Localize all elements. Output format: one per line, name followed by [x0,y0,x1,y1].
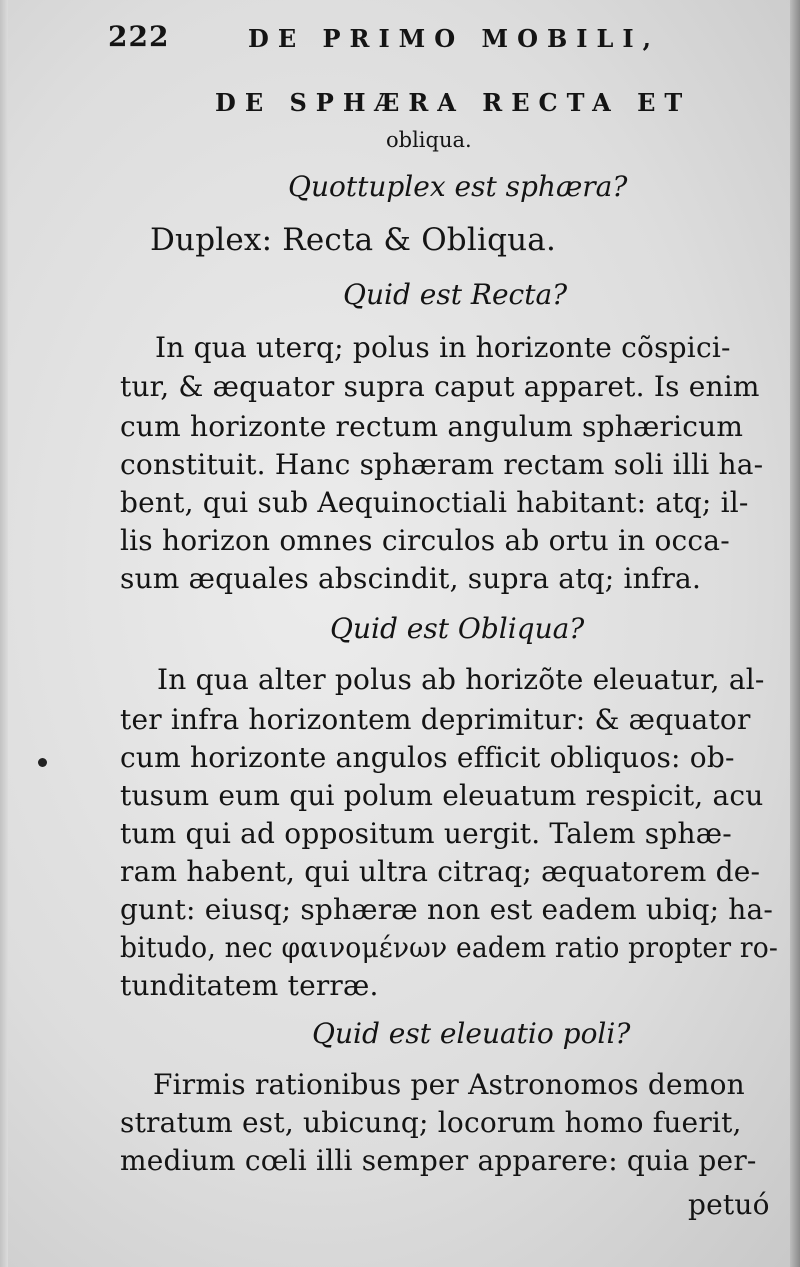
answer-line: In qua alter polus ab horizõte eleuatur, al- [157,663,765,696]
answer-line: In qua uterq; polus in horizonte cõspici- [155,331,731,364]
answer-line: tusum eum qui polum eleuatum respicit, acu [120,779,764,812]
answer-line: ter infra horizontem deprimitur: & æquator [120,703,751,736]
answer-line: tunditatem terræ. [120,969,379,1002]
answer-line: lis horizon omnes circulos ab ortu in occa- [120,524,730,557]
answer-line: Firmis rationibus per Astronomos demon [153,1068,745,1101]
answer-line: Duplex: Recta & Obliqua. [150,222,557,258]
chapter-heading: DE SPHÆRA RECTA ET [215,88,692,117]
answer-line: bent, qui sub Aequinoctiali habitant: atq; il- [120,486,749,519]
answer-line: gunt: eiusq; sphæræ non est eadem ubiq; ha- [120,893,774,926]
page-number: 222 [108,20,170,53]
page-gutter-shadow [0,0,8,1267]
answer-line: tum qui ad oppositum uergit. Talem sphæ- [120,817,732,850]
page-edge-shadow [790,0,800,1267]
answer-line: sum æquales abscindit, supra atq; infra. [120,562,702,595]
running-head: DE PRIMO MOBILI, [248,24,660,53]
answer-line: cum horizonte rectum angulum sphæricum [120,410,744,443]
answer-line: bitudo, nec φαινομένων eadem ratio propter ro- [120,931,779,964]
question-heading: Quid est Recta? [343,278,568,311]
question-heading: Quid est Obliqua? [330,612,585,645]
answer-line: constituit. Hanc sphæram rectam soli illi ha- [120,448,764,481]
question-heading: Quottuplex est sphæra? [288,170,628,203]
margin-ink-dot [38,758,47,767]
answer-line: medium cœli illi semper apparere: quia per- [120,1144,757,1177]
answer-line: tur, & æquator supra caput apparet. Is enim [120,370,760,403]
catchword: petuó [688,1188,770,1221]
answer-line: stratum est, ubicunq; locorum homo fuerit, [120,1106,742,1139]
answer-line: ram habent, qui ultra citraq; æquatorem de- [120,855,761,888]
chapter-heading-continued: obliqua. [386,128,472,152]
answer-line: cum horizonte angulos efficit obliquos: ob- [120,741,735,774]
question-heading: Quid est eleuatio poli? [312,1017,631,1050]
